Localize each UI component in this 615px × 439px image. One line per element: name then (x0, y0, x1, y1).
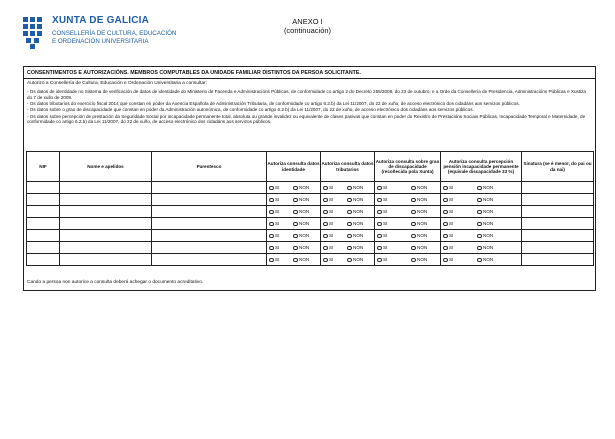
consent-section (23, 66, 596, 291)
table-row (27, 218, 594, 230)
radio-circle-icon (377, 234, 382, 239)
relation-input[interactable] (152, 182, 267, 194)
tax-options (321, 254, 375, 266)
option-no-label: NON (299, 257, 310, 263)
disability-options (375, 242, 441, 254)
option-yes-label: SI (383, 197, 388, 203)
tax-yes-radio[interactable] (323, 185, 347, 190)
option-yes-label: SI (275, 221, 280, 227)
signature-field[interactable] (522, 182, 594, 194)
disability-no-radio[interactable] (411, 245, 435, 250)
option-yes-label: SI (329, 257, 334, 263)
radio-circle-icon (323, 186, 328, 191)
option-yes-label: SI (383, 221, 388, 227)
identity-no-radio[interactable] (293, 197, 317, 202)
radio-circle-icon (347, 186, 352, 191)
disability-options (375, 206, 441, 218)
section-intro: Autorizo a Consellería de Cultura, Educación e Ordenación Universitaria a consultar: (27, 81, 207, 86)
identity-no-radio[interactable] (293, 233, 317, 238)
tax-no-radio[interactable] (347, 257, 371, 262)
option-no-label: NON (299, 233, 310, 239)
option-no-label: NON (299, 185, 310, 191)
option-yes-label: SI (329, 233, 334, 239)
radio-circle-icon (477, 222, 482, 227)
tax-options (321, 206, 375, 218)
identity-options (267, 230, 321, 242)
radio-circle-icon (347, 234, 352, 239)
option-yes-label: SI (449, 221, 454, 227)
pension-options (441, 230, 522, 242)
signature-field[interactable] (522, 194, 594, 206)
table-row (27, 254, 594, 266)
name-input[interactable] (60, 230, 152, 242)
radio-circle-icon (411, 186, 416, 191)
option-no-label: NON (299, 245, 310, 251)
option-yes-label: SI (449, 197, 454, 203)
tax-yes-radio[interactable] (323, 233, 347, 238)
disability-options (375, 230, 441, 242)
section-footnote: Cando a persoa non autorice a consulta deberá achegar o documento acreditativo. (27, 280, 204, 285)
radio-circle-icon (323, 210, 328, 215)
tax-options (321, 218, 375, 230)
table-header-row (27, 152, 594, 182)
annex-subtitle: (continuación) (283, 26, 332, 35)
tax-options (321, 194, 375, 206)
identity-yes-radio[interactable] (269, 185, 293, 190)
tax-yes-radio[interactable] (323, 197, 347, 202)
radio-circle-icon (377, 258, 382, 263)
identity-options (267, 242, 321, 254)
nif-input[interactable] (27, 218, 60, 230)
radio-circle-icon (377, 246, 382, 251)
tax-yes-radio[interactable] (323, 245, 347, 250)
disability-no-radio[interactable] (411, 233, 435, 238)
option-yes-label: SI (383, 245, 388, 251)
col-header-name: Nome e apelidos (60, 152, 152, 182)
col-header-signature: Sinatura (se é menor, do pai ou da nai) (522, 152, 594, 182)
org-name: XUNTA DE GALICIA (52, 15, 150, 26)
radio-circle-icon (377, 222, 382, 227)
table-row (27, 230, 594, 242)
identity-options (267, 254, 321, 266)
annex-title: ANEXO I (292, 17, 323, 26)
option-yes-label: SI (275, 197, 280, 203)
consent-bullet-tax: - Os datos tributarios do exercicio fiscal 2014 que constan en poder da Axencia Española de Administración Tributaria, de conformidade co artigo 6.2.b) da Lei 11/2007, do 22 de xuño, de acceso electrónico dos cidadáns aos servizos públicos. (27, 101, 520, 106)
option-no-label: NON (299, 221, 310, 227)
radio-circle-icon (477, 186, 482, 191)
name-input[interactable] (60, 254, 152, 266)
pension-yes-radio[interactable] (443, 185, 477, 190)
option-yes-label: SI (275, 257, 280, 263)
nif-input[interactable] (27, 254, 60, 266)
option-yes-label: SI (449, 209, 454, 215)
consent-bullet-pension: - Os datos sobre percepción de prestación da Seguridade Social por incapacidade permanente total, absoluta ou grande invalidez ou equivalente de clases pasivas que constan en poder do Rexistro de Prestacións Sociais Públicas, Incapacidade Temporal e Maternidade, de conformidade co artigo 6.2.b) da Lei 11/2007, do 22 de xuño, de acceso electrónico dos cidadáns aos servizos públicos. (27, 113, 586, 125)
disability-yes-radio[interactable] (377, 221, 411, 226)
option-no-label: NON (353, 197, 364, 203)
radio-circle-icon (293, 246, 298, 251)
radio-circle-icon (347, 246, 352, 251)
radio-circle-icon (293, 186, 298, 191)
option-no-label: NON (417, 197, 428, 203)
radio-circle-icon (293, 198, 298, 203)
consent-bullet-disability: - Os datos sobre o grao de discapacidade que constan en poder da Administración autonómica, de conformidade co artigo 6.2.b) da Lei 11/2007, do 22 de xuño, de acceso electrónico dos cidadáns aos servizos públicos. (27, 107, 474, 113)
col-header-disability: Autoriza consulta sobre grao de discapacidade (recoñecida pola Xunta) (375, 152, 441, 182)
disability-options (375, 218, 441, 230)
radio-circle-icon (477, 234, 482, 239)
option-yes-label: SI (329, 245, 334, 251)
radio-circle-icon (377, 186, 382, 191)
radio-circle-icon (443, 258, 448, 263)
col-header-tax: Autoriza consulta datos tributarios (321, 152, 375, 182)
section-divider (24, 78, 595, 79)
radio-circle-icon (443, 222, 448, 227)
option-yes-label: SI (329, 197, 334, 203)
disability-yes-radio[interactable] (377, 209, 411, 214)
identity-yes-radio[interactable] (269, 257, 293, 262)
radio-circle-icon (323, 234, 328, 239)
option-no-label: NON (353, 233, 364, 239)
table-row (27, 194, 594, 206)
col-header-pension: Autoriza consulta percepción pensión incapacidade permanente (equivale discapacidade 33 %) (441, 152, 522, 182)
tax-options (321, 230, 375, 242)
disability-no-radio[interactable] (411, 209, 435, 214)
radio-circle-icon (323, 222, 328, 227)
radio-circle-icon (347, 258, 352, 263)
identity-options (267, 194, 321, 206)
tax-no-radio[interactable] (347, 245, 371, 250)
tax-no-radio[interactable] (347, 221, 371, 226)
pension-options (441, 206, 522, 218)
radio-circle-icon (411, 198, 416, 203)
identity-yes-radio[interactable] (269, 245, 293, 250)
option-no-label: NON (417, 221, 428, 227)
option-yes-label: SI (275, 233, 280, 239)
option-no-label: NON (353, 209, 364, 215)
table-row (27, 182, 594, 194)
tax-yes-radio[interactable] (323, 257, 347, 262)
option-no-label: NON (483, 185, 494, 191)
consent-bullet-identity: - Os datos de identidade no Sistema de verificación de datos de identidade do Ministerio de Facenda e Administracións Públicas, de conformidade co artigo 2 do Decreto 255/2008, do 23 de outubro, e a Orde da Consellería de Presidencia, Administracións Públicas e Xustiza do 7 de xullo de 2009. (27, 89, 586, 100)
identity-no-radio[interactable] (293, 209, 317, 214)
tax-no-radio[interactable] (347, 185, 371, 190)
radio-circle-icon (323, 246, 328, 251)
radio-circle-icon (443, 210, 448, 215)
option-no-label: NON (299, 209, 310, 215)
disability-yes-radio[interactable] (377, 257, 411, 262)
option-no-label: NON (417, 185, 428, 191)
identity-yes-radio[interactable] (269, 233, 293, 238)
col-header-identity: Autoriza consulta datos identidade (267, 152, 321, 182)
option-no-label: NON (483, 257, 494, 263)
disability-yes-radio[interactable] (377, 233, 411, 238)
pension-yes-radio[interactable] (443, 209, 477, 214)
radio-circle-icon (293, 258, 298, 263)
disability-yes-radio[interactable] (377, 245, 411, 250)
radio-circle-icon (443, 246, 448, 251)
relation-input[interactable] (152, 218, 267, 230)
consent-bullets (27, 89, 592, 126)
pension-no-radio[interactable] (477, 245, 501, 250)
pension-no-radio[interactable] (477, 209, 501, 214)
option-yes-label: SI (449, 257, 454, 263)
identity-yes-radio[interactable] (269, 209, 293, 214)
family-members-table (26, 151, 594, 266)
option-no-label: NON (353, 257, 364, 263)
col-header-relation: Parentesco (152, 152, 267, 182)
signature-field[interactable] (522, 242, 594, 254)
option-yes-label: SI (275, 209, 280, 215)
signature-field[interactable] (522, 254, 594, 266)
identity-options (267, 218, 321, 230)
radio-circle-icon (269, 186, 274, 191)
radio-circle-icon (347, 222, 352, 227)
radio-circle-icon (293, 210, 298, 215)
radio-circle-icon (411, 210, 416, 215)
option-no-label: NON (483, 233, 494, 239)
option-yes-label: SI (449, 233, 454, 239)
relation-input[interactable] (152, 194, 267, 206)
name-input[interactable] (60, 206, 152, 218)
disability-no-radio[interactable] (411, 185, 435, 190)
identity-yes-radio[interactable] (269, 221, 293, 226)
nif-input[interactable] (27, 182, 60, 194)
option-no-label: NON (417, 257, 428, 263)
tax-no-radio[interactable] (347, 197, 371, 202)
option-no-label: NON (353, 245, 364, 251)
pension-no-radio[interactable] (477, 185, 501, 190)
identity-yes-radio[interactable] (269, 197, 293, 202)
radio-circle-icon (269, 210, 274, 215)
signature-field[interactable] (522, 218, 594, 230)
nif-input[interactable] (27, 230, 60, 242)
identity-no-radio[interactable] (293, 245, 317, 250)
pension-no-radio[interactable] (477, 221, 501, 226)
radio-circle-icon (477, 198, 482, 203)
radio-circle-icon (443, 198, 448, 203)
identity-no-radio[interactable] (293, 221, 317, 226)
name-input[interactable] (60, 182, 152, 194)
name-input[interactable] (60, 218, 152, 230)
radio-circle-icon (347, 210, 352, 215)
radio-circle-icon (293, 234, 298, 239)
radio-circle-icon (269, 258, 274, 263)
radio-circle-icon (411, 222, 416, 227)
option-no-label: NON (353, 221, 364, 227)
radio-circle-icon (269, 198, 274, 203)
pension-no-radio[interactable] (477, 233, 501, 238)
radio-circle-icon (323, 198, 328, 203)
option-yes-label: SI (329, 185, 334, 191)
annex-heading (0, 17, 615, 35)
relation-input[interactable] (152, 254, 267, 266)
identity-options (267, 182, 321, 194)
radio-circle-icon (443, 234, 448, 239)
radio-circle-icon (269, 234, 274, 239)
tax-options (321, 182, 375, 194)
radio-circle-icon (293, 222, 298, 227)
pension-options (441, 194, 522, 206)
disability-no-radio[interactable] (411, 197, 435, 202)
disability-options (375, 182, 441, 194)
radio-circle-icon (443, 186, 448, 191)
disability-options (375, 194, 441, 206)
pension-yes-radio[interactable] (443, 245, 477, 250)
option-no-label: NON (417, 209, 428, 215)
tax-no-radio[interactable] (347, 233, 371, 238)
radio-circle-icon (411, 258, 416, 263)
relation-input[interactable] (152, 230, 267, 242)
option-no-label: NON (483, 209, 494, 215)
radio-circle-icon (269, 222, 274, 227)
option-no-label: NON (299, 197, 310, 203)
nif-input[interactable] (27, 242, 60, 254)
radio-circle-icon (377, 210, 382, 215)
section-title: CONSENTIMENTOS E AUTORIZACIÓNS. MEMBROS COMPUTABLES DA UNIDADE FAMILIAR DISTINTOS DA PERSOA SOLICITANTE. (27, 70, 361, 76)
pension-yes-radio[interactable] (443, 257, 477, 262)
name-input[interactable] (60, 242, 152, 254)
pension-options (441, 254, 522, 266)
pension-options (441, 218, 522, 230)
option-yes-label: SI (329, 209, 334, 215)
radio-circle-icon (347, 198, 352, 203)
option-yes-label: SI (449, 245, 454, 251)
identity-no-radio[interactable] (293, 257, 317, 262)
disability-options (375, 254, 441, 266)
org-department-line-2: E ORDENACIÓN UNIVERSITARIA (52, 37, 149, 45)
option-no-label: NON (417, 233, 428, 239)
identity-no-radio[interactable] (293, 185, 317, 190)
option-yes-label: SI (383, 209, 388, 215)
radio-circle-icon (477, 246, 482, 251)
tax-no-radio[interactable] (347, 209, 371, 214)
disability-yes-radio[interactable] (377, 197, 411, 202)
table-body (27, 182, 594, 266)
signature-field[interactable] (522, 206, 594, 218)
relation-input[interactable] (152, 206, 267, 218)
nif-input[interactable] (27, 206, 60, 218)
radio-circle-icon (323, 258, 328, 263)
pension-yes-radio[interactable] (443, 197, 477, 202)
radio-circle-icon (411, 246, 416, 251)
disability-no-radio[interactable] (411, 257, 435, 262)
tax-yes-radio[interactable] (323, 209, 347, 214)
radio-circle-icon (411, 234, 416, 239)
pension-no-radio[interactable] (477, 197, 501, 202)
option-no-label: NON (417, 245, 428, 251)
pension-yes-radio[interactable] (443, 221, 477, 226)
option-yes-label: SI (275, 185, 280, 191)
pension-options (441, 182, 522, 194)
table-row (27, 242, 594, 254)
radio-circle-icon (477, 210, 482, 215)
option-yes-label: SI (383, 185, 388, 191)
tax-yes-radio[interactable] (323, 221, 347, 226)
option-yes-label: SI (275, 245, 280, 251)
option-no-label: NON (483, 197, 494, 203)
table-row (27, 206, 594, 218)
option-yes-label: SI (449, 185, 454, 191)
option-yes-label: SI (329, 221, 334, 227)
option-no-label: NON (483, 221, 494, 227)
option-no-label: NON (483, 245, 494, 251)
radio-circle-icon (269, 246, 274, 251)
radio-circle-icon (377, 198, 382, 203)
disability-yes-radio[interactable] (377, 185, 411, 190)
pension-yes-radio[interactable] (443, 233, 477, 238)
pension-no-radio[interactable] (477, 257, 501, 262)
option-no-label: NON (353, 185, 364, 191)
disability-no-radio[interactable] (411, 221, 435, 226)
pension-options (441, 242, 522, 254)
org-department-line-1: CONSELLERÍA DE CULTURA, EDUCACIÓN (52, 30, 177, 37)
nif-input[interactable] (27, 194, 60, 206)
radio-circle-icon (477, 258, 482, 263)
identity-options (267, 206, 321, 218)
name-input[interactable] (60, 194, 152, 206)
option-yes-label: SI (383, 257, 388, 263)
signature-field[interactable] (522, 230, 594, 242)
option-yes-label: SI (383, 233, 388, 239)
tax-options (321, 242, 375, 254)
relation-input[interactable] (152, 242, 267, 254)
col-header-nif: NIF (27, 152, 60, 182)
